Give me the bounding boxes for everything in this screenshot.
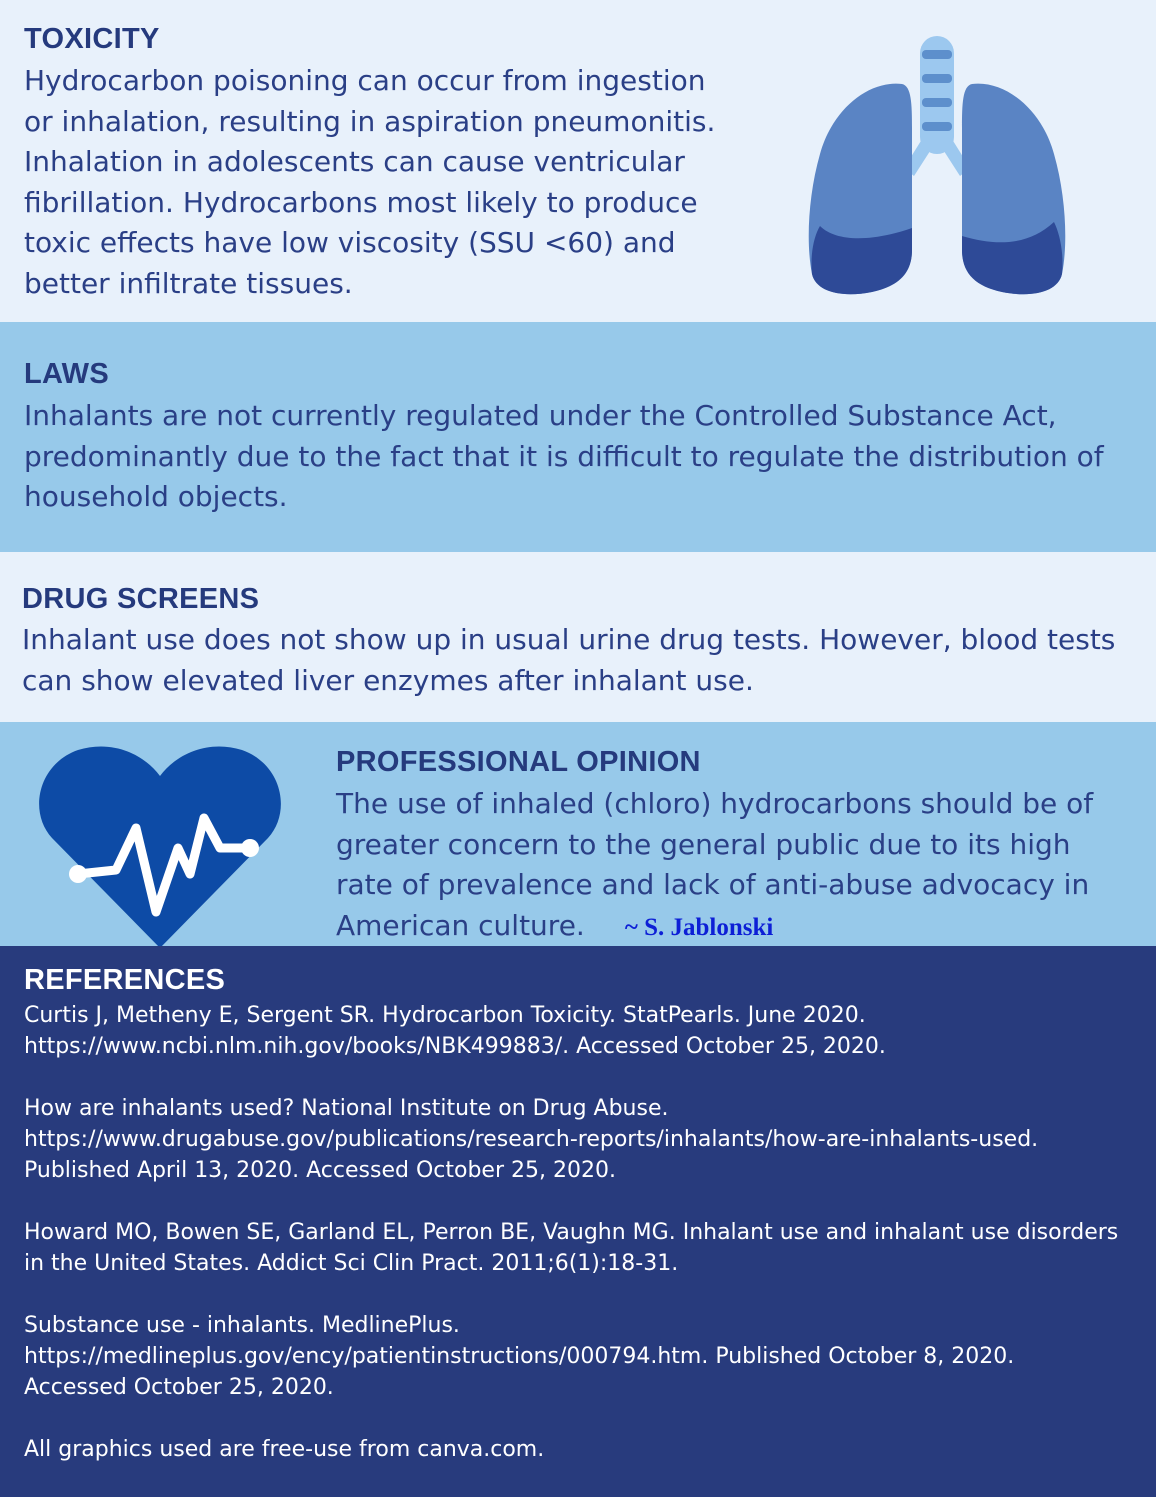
drug-screens-line: Inhalant use does not show up in usual urine drug tests. However, blood tests [22,623,1116,656]
reference-line: How are inhalants used? National Institute on Drug Abuse. [24,1096,669,1121]
opinion-line: The use of inhaled (chloro) hydrocarbons should be of [336,787,1094,820]
toxicity-heading: TOXICITY [24,23,160,55]
signature: ~ S. Jablonski [624,913,774,941]
reference-line: in the United States. Addict Sci Clin Pract. 2011;6(1):18-31. [24,1251,679,1276]
opinion-line: rate of prevalence and lack of anti-abuse advocacy in [336,868,1090,901]
reference-item [24,1093,1134,1186]
reference-line: Published April 13, 2020. Accessed October 25, 2020. [24,1158,616,1183]
references-heading: REFERENCES [24,964,226,996]
laws-heading: LAWS [24,358,109,390]
laws-line: household objects. [24,480,288,513]
toxicity-text [24,61,754,304]
reference-line: All graphics used are free-use from canva.com. [24,1437,545,1462]
drug-screens-heading: DRUG SCREENS [22,583,260,615]
reference-line: https://www.drugabuse.gov/publications/research-reports/inhalants/how-are-inhalants-used. [24,1127,1039,1152]
laws-line: predominantly due to the fact that it is difficult to regulate the distribution of [24,439,1104,473]
opinion-line: American culture. [336,908,585,942]
reference-line: https://medlineplus.gov/ency/patientinstructions/000794.htm. Published October 8, 2020. [24,1344,1015,1369]
reference-item [24,1217,1134,1279]
reference-line: Howard MO, Bowen SE, Garland EL, Perron BE, Vaughn MG. Inhalant use and inhalant use disorders [24,1220,1119,1245]
toxicity-line: or inhalation, resulting in aspiration pneumonitis. [24,104,716,138]
opinion-heading: PROFESSIONAL OPINION [336,746,701,778]
reference-line: Accessed October 25, 2020. [24,1375,334,1400]
toxicity-line: Inhalation in adolescents can cause ventricular [24,145,685,178]
reference-item [24,1310,1134,1403]
drug-screens-line: can show elevated liver enzymes after inhalant use. [22,663,754,697]
professional-opinion-section [0,722,1156,946]
references-section [0,946,1156,1497]
references-list [24,1000,1134,1496]
heart-pulse-icon [38,742,282,948]
opinion-line: greater concern to the general public due to its high [336,827,1071,861]
toxicity-line: better infiltrate tissues. [24,266,353,300]
reference-item [24,1434,1134,1465]
drug-screens-section [0,552,1156,722]
reference-line: Substance use - inhalants. MedlinePlus. [24,1313,460,1338]
toxicity-line: toxic effects have low viscosity (SSU <60) and [24,226,676,259]
laws-text [24,396,1134,518]
laws-section [0,322,1156,552]
reference-line: https://www.ncbi.nlm.nih.gov/books/NBK499883/. Accessed October 25, 2020. [24,1034,886,1059]
reference-item [24,1000,1134,1062]
toxicity-line: fibrillation. Hydrocarbons most likely to produce [24,185,698,219]
reference-line: Curtis J, Metheny E, Sergent SR. Hydrocarbon Toxicity. StatPearls. June 2020. [24,1003,866,1028]
opinion-text [336,784,1136,948]
toxicity-section [0,0,1156,322]
toxicity-line: Hydrocarbon poisoning can occur from ingestion [24,64,706,97]
lungs-icon [806,36,1068,298]
drug-screens-text [22,620,1132,701]
laws-line: Inhalants are not currently regulated under the Controlled Substance Act, [24,399,1057,432]
